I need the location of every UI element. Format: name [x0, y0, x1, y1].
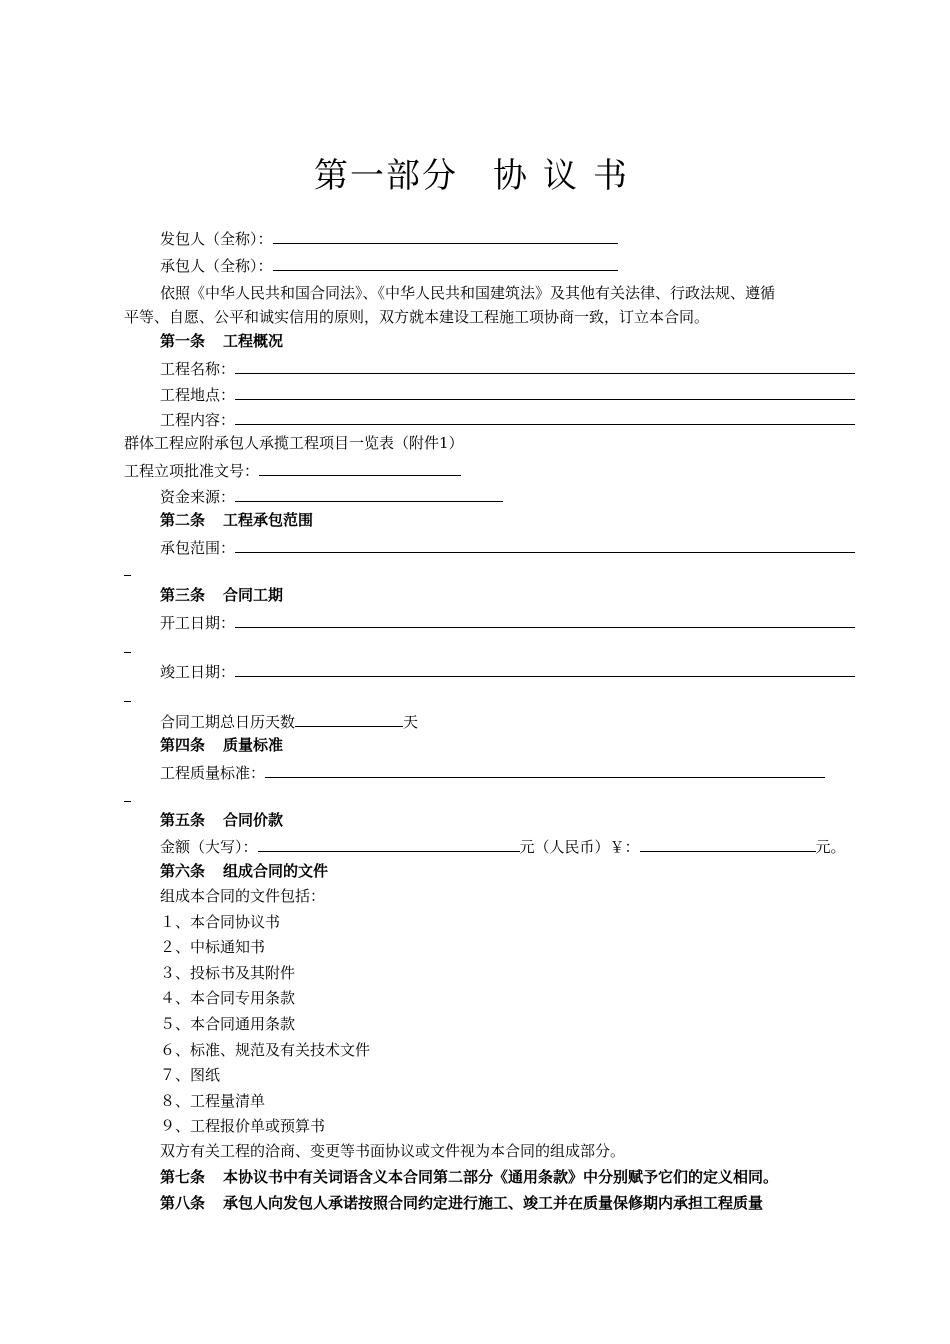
- total-days-label: 合同工期总日历天数: [160, 713, 296, 731]
- start-date-row: [160, 610, 855, 634]
- funds-source-label: 资金来源：: [160, 488, 236, 506]
- article-2-heading: [160, 509, 313, 531]
- yuan-suffix: 元。: [815, 838, 846, 856]
- project-location-label: 工程地点：: [160, 386, 236, 404]
- start-date-continuation-line: [124, 652, 131, 653]
- completion-date-continuation-line: [124, 701, 131, 702]
- scope-continuation-line: [124, 575, 131, 576]
- article-7-number: 第七条: [160, 1168, 206, 1186]
- article-2-title: 工程承包范围: [223, 511, 314, 529]
- article-8-text: 承包人向发包人承诺按照合同约定进行施工、竣工并在质量保修期内承担工程质量: [223, 1194, 764, 1212]
- project-name-label: 工程名称：: [160, 360, 236, 378]
- approval-number-row: [124, 458, 461, 482]
- start-date-label: 开工日期：: [160, 614, 236, 632]
- funds-source-field[interactable]: [235, 484, 503, 502]
- document-item-7: ７、图纸: [160, 1066, 221, 1084]
- article-4-number: 第四条: [160, 736, 206, 754]
- quality-standard-label: 工程质量标准：: [160, 764, 266, 782]
- article-2-number: 第二条: [160, 511, 206, 529]
- article-3-title: 合同工期: [223, 586, 284, 604]
- article-8: [160, 1192, 763, 1214]
- documents-closing: 双方有关工程的洽商、变更等书面协议或文件视为本合同的组成部分。: [160, 1142, 626, 1160]
- documents-lead: 组成本合同的文件包括：: [160, 887, 326, 905]
- quality-standard-row: [160, 760, 825, 784]
- approval-number-label: 工程立项批准文号：: [124, 462, 260, 480]
- article-4-title: 质量标准: [223, 736, 284, 754]
- quality-standard-field[interactable]: [265, 760, 825, 778]
- article-5-heading: [160, 809, 283, 831]
- title-char-1: 协: [493, 156, 529, 196]
- contractor-label: 承包人（全称）：: [160, 257, 273, 275]
- funds-source-row: [160, 484, 503, 508]
- article-6-heading: [160, 860, 328, 882]
- group-project-note: 群体工程应附承包人承揽工程项目一览表（附件1）: [124, 434, 464, 452]
- article-5-title: 合同价款: [223, 811, 284, 829]
- article-3-number: 第三条: [160, 586, 206, 604]
- intro-line-1: 依照《中华人民共和国合同法》、《中华人民共和国建筑法》及其他有关法律、行政法规、遵循: [160, 284, 776, 302]
- scope-field[interactable]: [235, 535, 855, 553]
- article-3-heading: [160, 584, 283, 606]
- article-1-number: 第一条: [160, 332, 206, 350]
- document-item-8: ８、工程量清单: [160, 1092, 266, 1110]
- title-char-3: 书: [593, 156, 629, 196]
- intro-line-2: 平等、自愿、公平和诚实信用的原则，双方就本建设工程施工项协商一致，订立本合同。: [124, 308, 710, 326]
- article-1-title: 工程概况: [223, 332, 284, 350]
- completion-date-label: 竣工日期：: [160, 663, 236, 681]
- document-item-5: ５、本合同通用条款: [160, 1015, 296, 1033]
- contractor-row: [160, 253, 618, 277]
- completion-date-field[interactable]: [235, 659, 855, 677]
- title-char-2: 议: [543, 156, 579, 196]
- project-location-row: [160, 382, 855, 406]
- scope-label: 承包范围：: [160, 539, 236, 557]
- project-name-field[interactable]: [235, 356, 855, 374]
- document-item-4: ４、本合同专用条款: [160, 989, 296, 1007]
- article-1-heading: [160, 330, 283, 352]
- contract-price-row: [160, 834, 846, 858]
- rmb-label: 元（人民币）￥：: [519, 838, 640, 856]
- amount-words-label: 金额（大写）：: [160, 838, 258, 856]
- document-item-9: ９、工程报价单或预算书: [160, 1117, 326, 1135]
- article-6-title: 组成合同的文件: [223, 862, 329, 880]
- article-7: [160, 1166, 778, 1188]
- document-item-3: ３、投标书及其附件: [160, 964, 296, 982]
- document-item-2: ２、中标通知书: [160, 938, 266, 956]
- completion-date-row: [160, 659, 855, 683]
- scope-row: [160, 535, 855, 559]
- approval-number-field[interactable]: [259, 458, 461, 476]
- employer-row: [160, 226, 618, 250]
- employer-label: 发包人（全称）：: [160, 230, 273, 248]
- start-date-field[interactable]: [235, 610, 855, 628]
- article-8-number: 第八条: [160, 1194, 206, 1212]
- total-days-row: [160, 709, 418, 733]
- quality-continuation-line: [124, 801, 131, 802]
- project-content-row: [160, 407, 855, 431]
- project-content-field[interactable]: [235, 407, 855, 425]
- project-content-label: 工程内容：: [160, 411, 236, 429]
- article-6-number: 第六条: [160, 862, 206, 880]
- contractor-field[interactable]: [273, 253, 618, 271]
- amount-figures-field[interactable]: [640, 834, 816, 852]
- total-days-unit: 天: [403, 713, 419, 731]
- project-name-row: [160, 356, 855, 380]
- page-title: [0, 148, 950, 197]
- document-item-6: ６、标准、规范及有关技术文件: [160, 1041, 371, 1059]
- article-4-heading: [160, 734, 283, 756]
- amount-words-field[interactable]: [258, 834, 520, 852]
- project-location-field[interactable]: [235, 382, 855, 400]
- title-main: 第一部分: [314, 156, 458, 196]
- document-item-1: １、本合同协议书: [160, 913, 281, 931]
- article-5-number: 第五条: [160, 811, 206, 829]
- article-7-text: 本协议书中有关词语含义本合同第二部分《通用条款》中分别赋予它们的定义相同。: [223, 1168, 779, 1186]
- total-days-field[interactable]: [295, 709, 403, 727]
- employer-field[interactable]: [273, 226, 618, 244]
